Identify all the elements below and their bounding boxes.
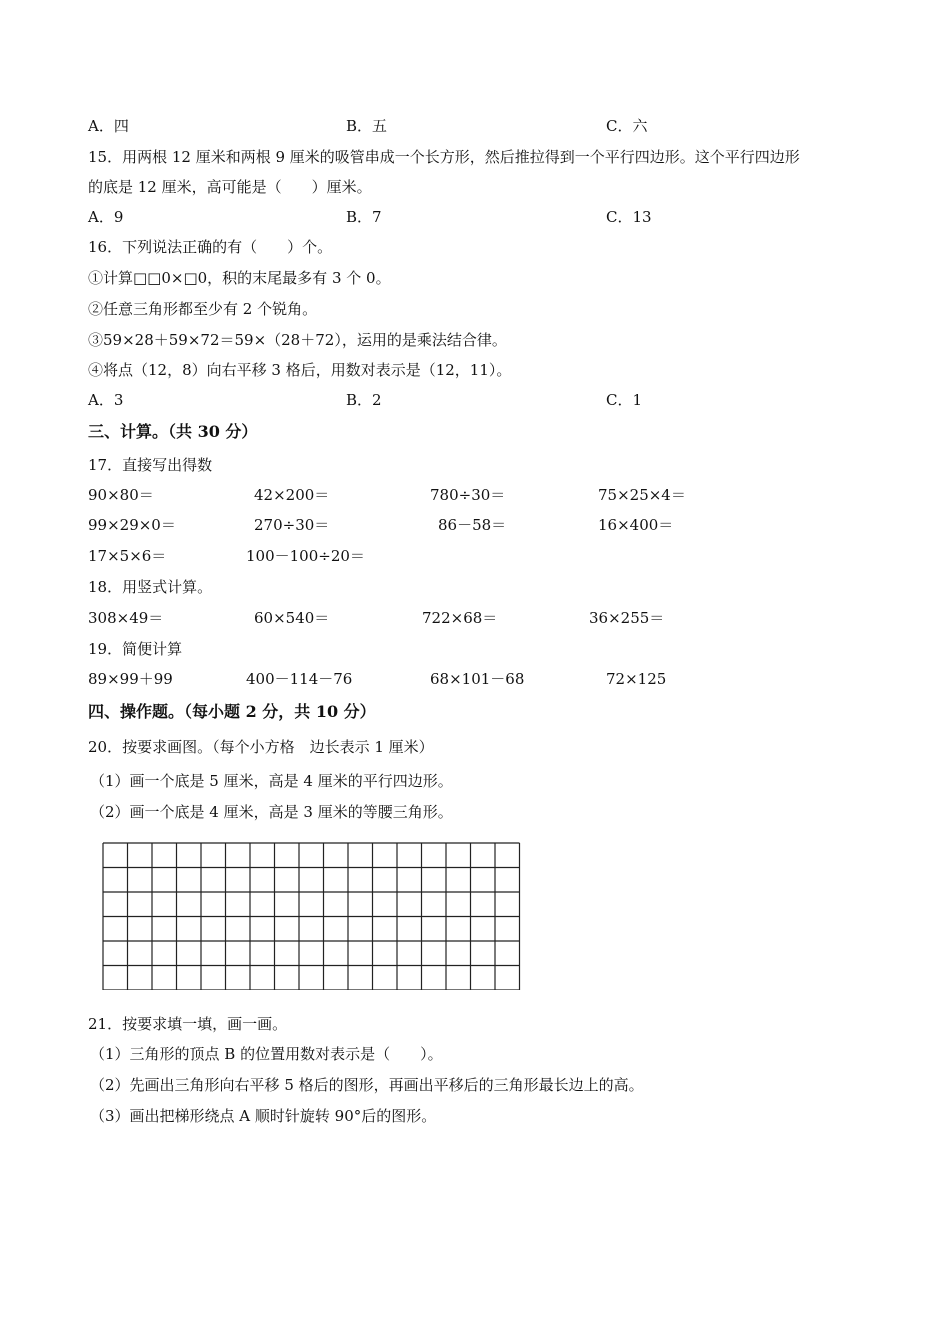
q16-item-2: ②任意三角形都至少有 2 个锐角。 xyxy=(88,300,318,318)
q21-stem: 21．按要求填一填，画一画。 xyxy=(88,1015,288,1033)
q16-option-c: C．1 xyxy=(606,391,643,409)
q17-expr: 99×29×0＝ xyxy=(88,516,176,534)
q19-expr: 400－114－76 xyxy=(246,670,353,688)
q17-expr: 16×400＝ xyxy=(598,516,674,534)
q15-option-b: B．7 xyxy=(346,208,382,226)
section-3-title: 三、计算。（共 30 分） xyxy=(88,422,258,441)
q19-stem: 19．简便计算 xyxy=(88,640,183,658)
q21-item-1: （1）三角形的顶点 B 的位置用数对表示是（ ）。 xyxy=(90,1045,443,1063)
q15-stem-line2: 的底是 12 厘米，高可能是（ ）厘米。 xyxy=(88,178,372,196)
drawing-grid[interactable] xyxy=(102,842,522,990)
q20-item-1: （1）画一个底是 5 厘米，高是 4 厘米的平行四边形。 xyxy=(90,772,453,790)
q14-option-c: C．六 xyxy=(606,117,648,135)
q17-expr: 75×25×4＝ xyxy=(598,486,686,504)
q18-expr: 36×255＝ xyxy=(589,609,665,627)
q17-expr: 270÷30＝ xyxy=(254,516,330,534)
q17-stem: 17．直接写出得数 xyxy=(88,456,213,474)
q17-expr: 42×200＝ xyxy=(254,486,330,504)
q16-item-1: ①计算□□0×□0，积的末尾最多有 3 个 0。 xyxy=(88,269,391,287)
q18-stem: 18．用竖式计算。 xyxy=(88,578,213,596)
q19-expr: 68×101－68 xyxy=(430,670,525,688)
q16-item-3: ③59×28＋59×72＝59×（28＋72），运用的是乘法结合律。 xyxy=(88,331,507,349)
q18-expr: 308×49＝ xyxy=(88,609,164,627)
q16-stem: 16．下列说法正确的有（ ）个。 xyxy=(88,238,333,256)
q16-option-b: B．2 xyxy=(346,391,382,409)
q14-option-b: B．五 xyxy=(346,117,388,135)
q20-stem: 20．按要求画图。（每个小方格 边长表示 1 厘米） xyxy=(88,738,434,756)
q19-expr: 72×125 xyxy=(606,670,667,688)
section-4-title: 四、操作题。（每小题 2 分，共 10 分） xyxy=(88,702,376,721)
q17-expr: 86－58＝ xyxy=(438,516,507,534)
q16-option-a: A．3 xyxy=(88,391,124,409)
q17-expr: 780÷30＝ xyxy=(430,486,506,504)
q15-option-a: A．9 xyxy=(88,208,124,226)
q17-expr: 100－100÷20＝ xyxy=(246,547,365,565)
q14-option-a: A．四 xyxy=(88,117,129,135)
q15-option-c: C．13 xyxy=(606,208,652,226)
q19-expr: 89×99＋99 xyxy=(88,670,173,688)
q21-item-3: （3）画出把梯形绕点 A 顺时针旋转 90°后的图形。 xyxy=(90,1107,437,1125)
q20-item-2: （2）画一个底是 4 厘米，高是 3 厘米的等腰三角形。 xyxy=(90,803,453,821)
q18-expr: 722×68＝ xyxy=(422,609,498,627)
q21-item-2: （2）先画出三角形向右平移 5 格后的图形，再画出平移后的三角形最长边上的高。 xyxy=(90,1076,644,1094)
q17-expr: 17×5×6＝ xyxy=(88,547,167,565)
q15-stem-line1: 15．用两根 12 厘米和两根 9 厘米的吸管串成一个长方形，然后推拉得到一个平行四边形。这个平行四边形 xyxy=(88,148,800,166)
q16-item-4: ④将点（12，8）向右平移 3 格后，用数对表示是（12，11）。 xyxy=(88,361,512,379)
q18-expr: 60×540＝ xyxy=(254,609,330,627)
q17-expr: 90×80＝ xyxy=(88,486,154,504)
